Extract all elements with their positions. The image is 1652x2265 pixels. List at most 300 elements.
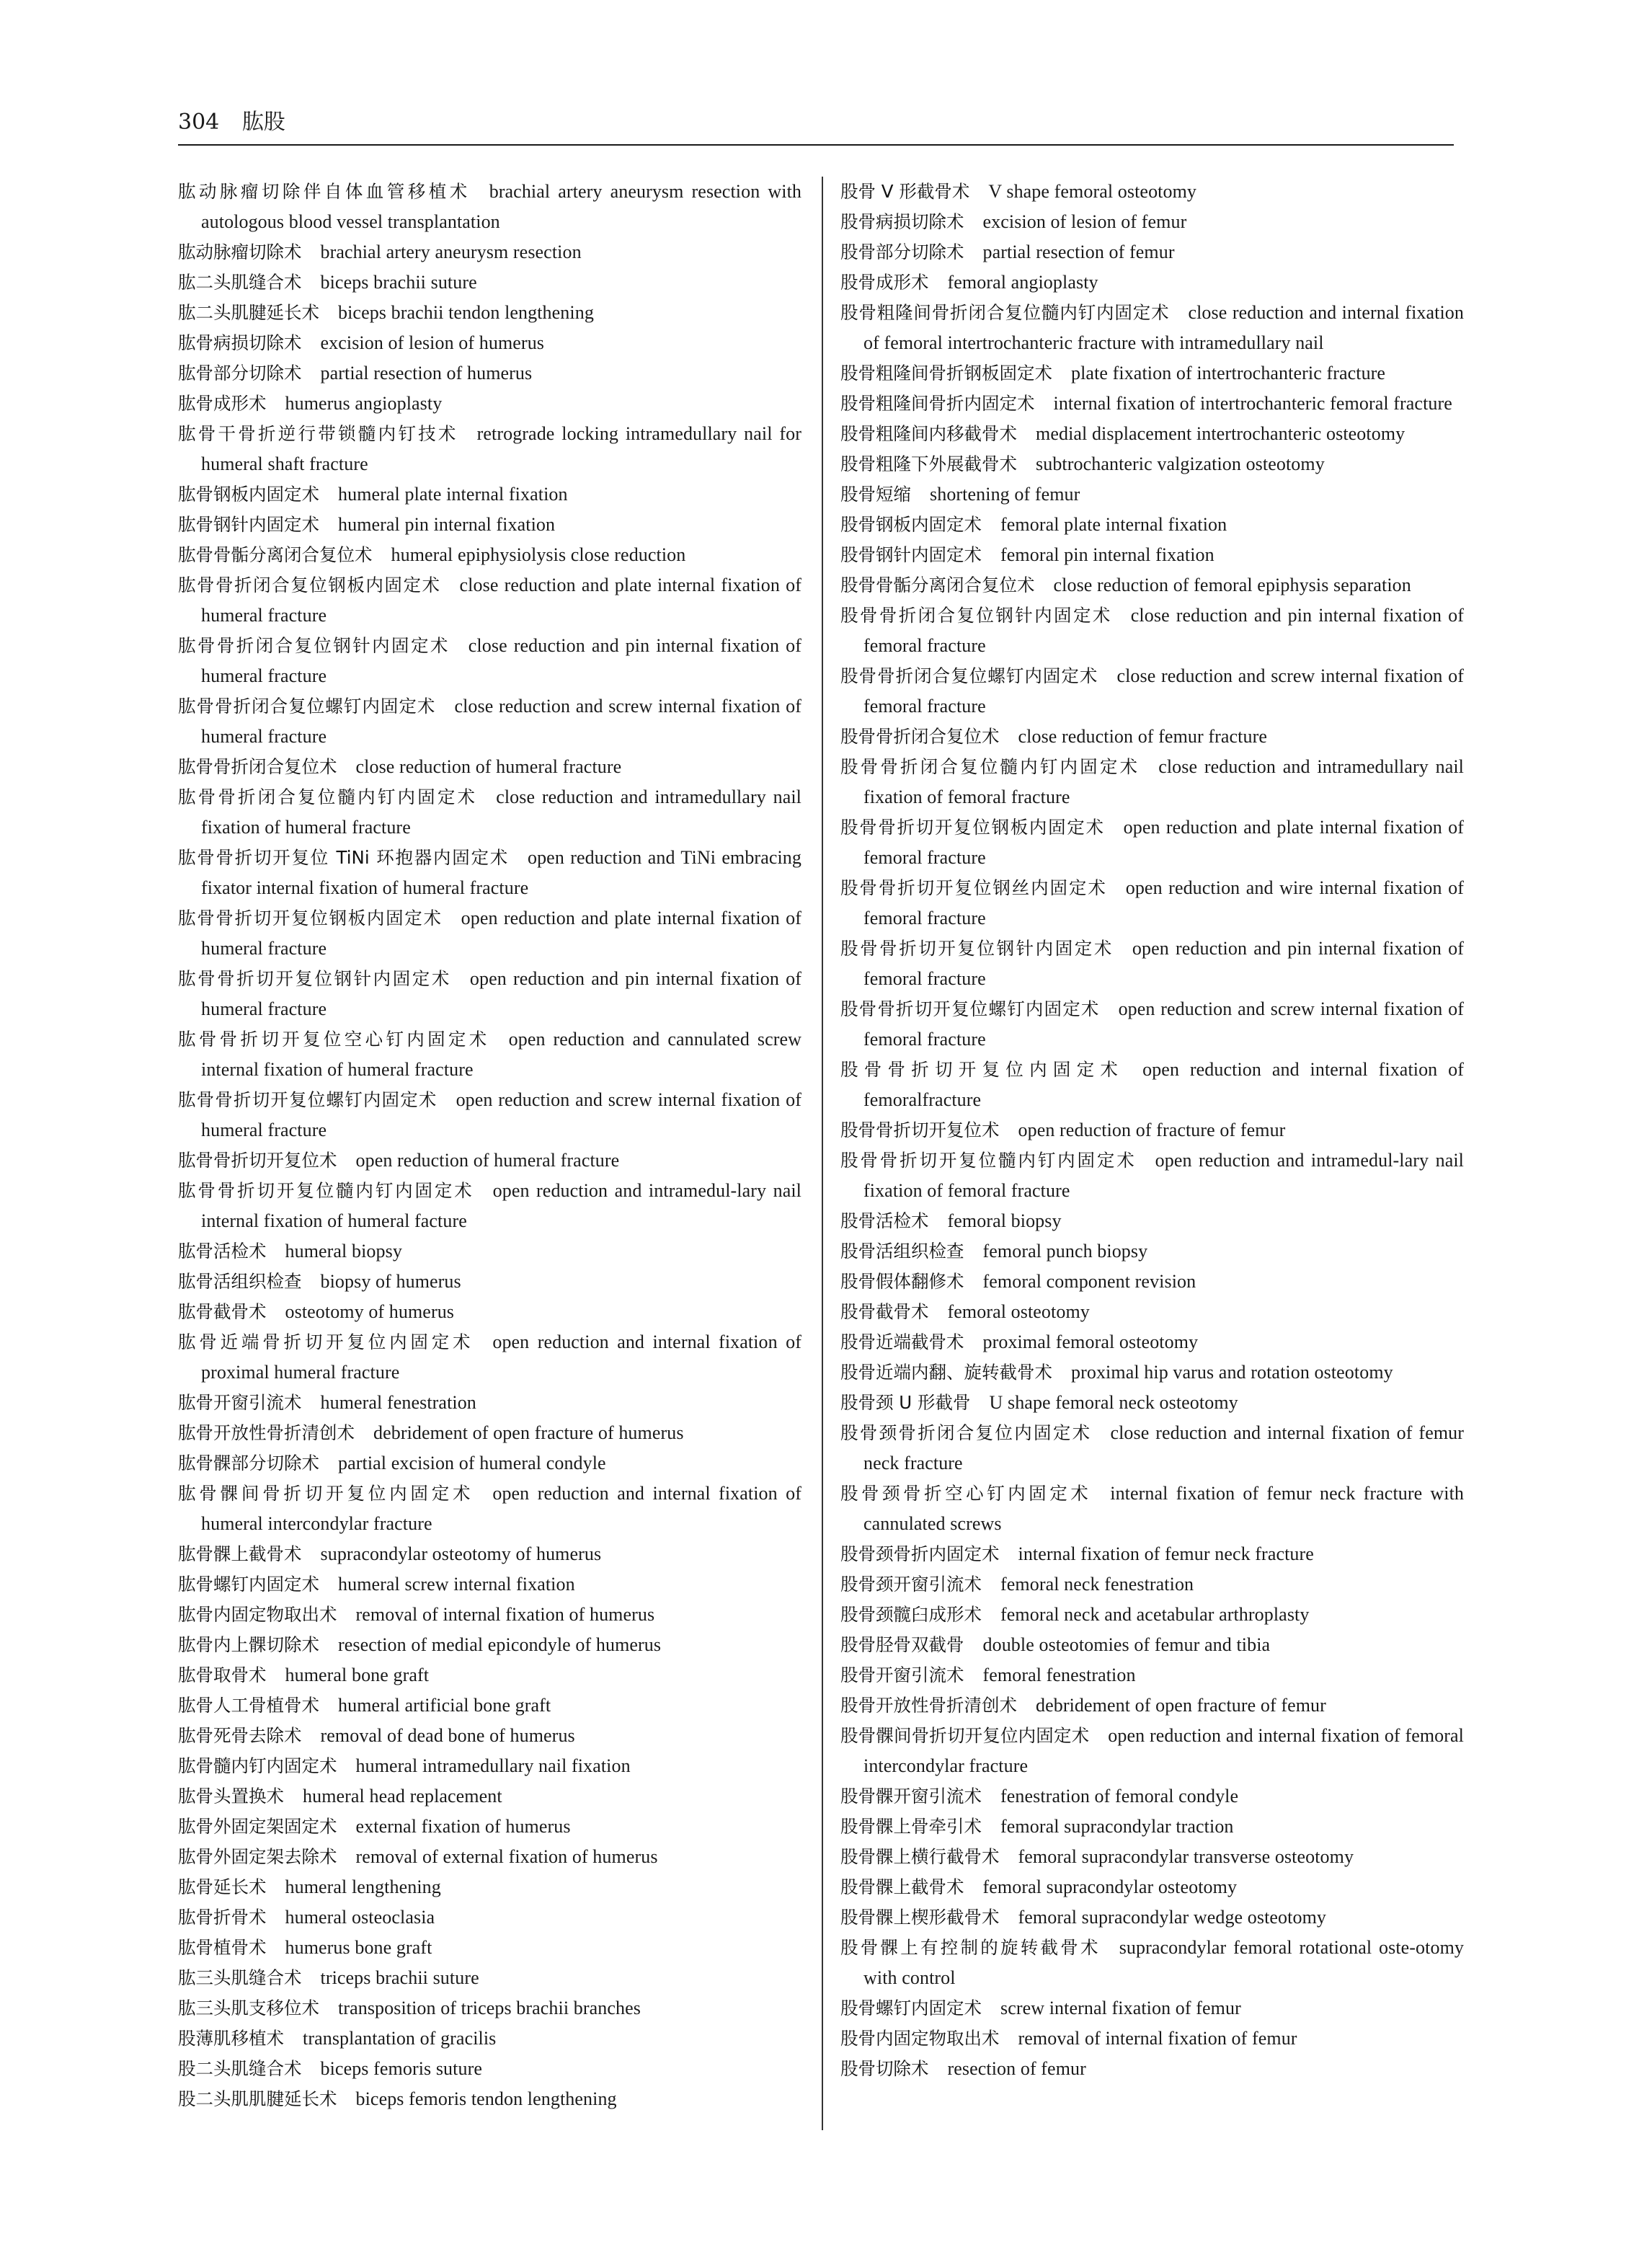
- chinese-term: 肱骨髁上截骨术: [178, 1543, 302, 1564]
- chinese-term: 股骨骨折切开复位螺钉内固定术: [840, 998, 1100, 1019]
- english-term: close reduction and screw internal fixation of femoral fracture: [863, 665, 1464, 717]
- chinese-term: 股骨近端截骨术: [840, 1331, 964, 1352]
- glossary-entry: [840, 207, 1464, 237]
- english-term: transplantation of gracilis: [303, 2028, 497, 2049]
- glossary-entry: [840, 1479, 1464, 1539]
- english-term: open reduction and TiNi embracing fixator internal fixation of humeral fracture: [201, 847, 801, 898]
- chinese-term: 股骨短缩: [840, 484, 911, 505]
- chinese-term: 股二头肌缝合术: [178, 2058, 302, 2079]
- english-term: humeral osteoclasia: [285, 1907, 435, 1928]
- chinese-term: 肱骨开窗引流术: [178, 1392, 302, 1413]
- glossary-entry: [840, 510, 1464, 540]
- chinese-term: 股骨粗隆下外展截骨术: [840, 453, 1017, 474]
- glossary-entry: [178, 267, 801, 298]
- chinese-term: 股骨内固定物取出术: [840, 2028, 1000, 2049]
- english-term: plate fixation of intertrochanteric fracture: [1071, 363, 1386, 384]
- english-term: femoral neck and acetabular arthroplasty: [1000, 1604, 1310, 1625]
- english-term: humerus bone graft: [285, 1937, 432, 1958]
- glossary-entry: [178, 298, 801, 328]
- english-term: screw internal fixation of femur: [1000, 1998, 1241, 2018]
- glossary-entry: [178, 1993, 801, 2024]
- english-term: removal of internal fixation of humerus: [355, 1604, 655, 1625]
- glossary-entry: [840, 449, 1464, 479]
- english-term: supracondylar femoral rotational oste-otomy with control: [863, 1937, 1465, 1988]
- english-term: humeral plate internal fixation: [338, 484, 568, 505]
- glossary-entry: [178, 1842, 801, 1872]
- glossary-entry: [178, 1600, 801, 1630]
- english-term: open reduction and wire internal fixation of femoral fracture: [863, 877, 1464, 928]
- glossary-entry: [178, 2054, 801, 2084]
- glossary-entry: [840, 1902, 1464, 1933]
- english-term: biceps brachii tendon lengthening: [338, 302, 594, 323]
- english-term: debridement of open fracture of humerus: [373, 1422, 684, 1443]
- chinese-term: 肱骨骨折切开复位空心钉内固定术: [178, 1029, 490, 1050]
- glossary-entry: [840, 540, 1464, 570]
- english-term: open reduction and cannulated screw internal fixation of humeral fracture: [201, 1029, 801, 1080]
- glossary-entry: [178, 1902, 801, 1933]
- glossary-entry: [178, 1751, 801, 1781]
- chinese-term: 股骨粗隆间骨折内固定术: [840, 393, 1035, 414]
- glossary-entry: [178, 843, 801, 903]
- chinese-term: 肱骨成形术: [178, 393, 267, 414]
- glossary-entry: [178, 2084, 801, 2114]
- glossary-entry: [178, 1539, 801, 1569]
- glossary-entry: [178, 1721, 801, 1751]
- english-term: femoral supracondylar osteotomy: [982, 1876, 1238, 1897]
- english-term: shortening of femur: [930, 484, 1080, 505]
- english-term: V shape femoral osteotomy: [988, 181, 1197, 202]
- chinese-term: 肱骨骨折切开复位钢板内固定术: [178, 908, 443, 928]
- glossary-entry: [840, 1660, 1464, 1690]
- glossary-entry: [840, 1055, 1464, 1115]
- left-column: [178, 177, 801, 2114]
- english-term: close reduction and screw internal fixation of humeral fracture: [201, 696, 801, 747]
- chinese-term: 肱骨骨折切开复位髓内钉内固定术: [178, 1180, 474, 1201]
- english-term: close reduction and intramedullary nail fixation of humeral fracture: [201, 786, 802, 838]
- chinese-term: 股骨骨折切开复位术: [840, 1120, 1000, 1140]
- chinese-term: 股骨颈骨折内固定术: [840, 1543, 1000, 1564]
- chinese-term: 股骨螺钉内固定术: [840, 1998, 982, 2018]
- glossary-entry: [840, 1297, 1464, 1327]
- english-term: open reduction and screw internal fixation of femoral fracture: [863, 998, 1464, 1050]
- glossary-entry: [178, 358, 801, 389]
- english-term: close reduction of femur fracture: [1018, 726, 1267, 747]
- chinese-term: 股骨颈骨折空心钉内固定术: [840, 1483, 1092, 1504]
- chinese-term: 肱三头肌缝合术: [178, 1967, 302, 1988]
- chinese-term: 股骨髁间骨折切开复位内固定术: [840, 1725, 1090, 1746]
- glossary-entry: [178, 1872, 801, 1902]
- english-term: femoral biopsy: [947, 1210, 1062, 1231]
- chinese-term: 股骨钢板内固定术: [840, 514, 982, 535]
- chinese-term: 肱骨内上髁切除术: [178, 1634, 319, 1655]
- english-term: close reduction and internal fixation of femur neck fracture: [863, 1422, 1465, 1473]
- chinese-term: 股骨骨折切开复位内固定术: [840, 1059, 1124, 1080]
- glossary-entry: [840, 1600, 1464, 1630]
- english-term: open reduction and plate internal fixation of humeral fracture: [201, 908, 801, 959]
- english-term: double osteotomies of femur and tibia: [982, 1634, 1271, 1655]
- chinese-term: 股骨粗隆间骨折闭合复位髓内钉内固定术: [840, 302, 1170, 323]
- english-term: open reduction and pin internal fixation of femoral fracture: [863, 938, 1464, 989]
- glossary-entry: [178, 1085, 801, 1145]
- page-header: [178, 108, 1454, 137]
- glossary-entry: [178, 1236, 801, 1267]
- english-term: internal fixation of femur neck fracture with cannulated screws: [863, 1483, 1465, 1534]
- glossary-entry: [178, 752, 801, 782]
- column-divider: [822, 177, 823, 2130]
- glossary-entry: [840, 1206, 1464, 1236]
- chinese-term: 股骨髁开窗引流术: [840, 1786, 982, 1807]
- glossary-entry: [840, 1933, 1464, 1993]
- english-term: biceps femoris tendon lengthening: [355, 2088, 617, 2109]
- chinese-term: 股薄肌移植术: [178, 2028, 284, 2049]
- glossary-entry: [178, 1297, 801, 1327]
- english-term: humeral fenestration: [320, 1392, 476, 1413]
- glossary-entry: [178, 782, 801, 843]
- chinese-term: 肱骨取骨术: [178, 1665, 267, 1685]
- chinese-term: 股骨活组织检查: [840, 1241, 964, 1262]
- chinese-term: 股骨骨折切开复位钢丝内固定术: [840, 877, 1107, 898]
- english-term: supracondylar osteotomy of humerus: [320, 1543, 602, 1564]
- glossary-entry: [840, 570, 1464, 600]
- english-term: biceps brachii suture: [320, 272, 477, 293]
- glossary-entry: [178, 2024, 801, 2054]
- glossary-entry: [840, 479, 1464, 510]
- chinese-term: 肱骨骨折切开复位术: [178, 1150, 337, 1171]
- english-term: triceps brachii suture: [320, 1967, 479, 1988]
- chinese-term: 肱骨髁部分切除术: [178, 1453, 319, 1473]
- english-term: humeral artificial bone graft: [338, 1695, 551, 1716]
- english-term: humeral lengthening: [285, 1876, 441, 1897]
- english-term: femoral angioplasty: [947, 272, 1098, 293]
- chinese-term: 肱骨骨折闭合复位钢针内固定术: [178, 635, 450, 656]
- chinese-term: 肱骨死骨去除术: [178, 1725, 302, 1746]
- chinese-term: 肱二头肌腱延长术: [178, 302, 319, 323]
- english-term: excision of lesion of humerus: [320, 332, 545, 353]
- chinese-term: 股骨粗隆间骨折钢板固定术: [840, 363, 1052, 384]
- glossary-entry: [840, 267, 1464, 298]
- english-term: partial excision of humeral condyle: [338, 1453, 606, 1473]
- english-term: femoral fenestration: [982, 1665, 1136, 1685]
- chinese-term: 股二头肌肌腱延长术: [178, 2088, 337, 2109]
- english-term: partial resection of humerus: [320, 363, 533, 384]
- glossary-entry: [840, 1721, 1464, 1781]
- glossary-entry: [178, 1388, 801, 1418]
- glossary-entry: [178, 1660, 801, 1690]
- glossary-entry: [178, 903, 801, 964]
- chinese-term: 肱骨延长术: [178, 1876, 267, 1897]
- english-term: humeral head replacement: [303, 1786, 502, 1807]
- glossary-entry: [840, 1267, 1464, 1297]
- glossary-entry: [840, 389, 1464, 419]
- chinese-term: 股骨成形术: [840, 272, 929, 293]
- chinese-term: 股骨髁上有控制的旋转截骨术: [840, 1937, 1101, 1958]
- chinese-term: 肱骨骨折切开复位 TiNi 环抱器内固定术: [178, 847, 509, 868]
- glossary-entry: [178, 237, 801, 267]
- chinese-term: 肱骨开放性骨折清创术: [178, 1422, 355, 1443]
- chinese-term: 肱骨人工骨植骨术: [178, 1695, 319, 1716]
- glossary-entry: [840, 177, 1464, 207]
- english-term: femoral supracondylar wedge osteotomy: [1018, 1907, 1327, 1928]
- english-term: removal of external fixation of humerus: [355, 1846, 658, 1867]
- glossary-entry: [178, 510, 801, 540]
- chinese-term: 股骨颈骨折闭合复位内固定术: [840, 1422, 1092, 1443]
- english-term: femoral plate internal fixation: [1000, 514, 1227, 535]
- english-term: proximal femoral osteotomy: [982, 1331, 1199, 1352]
- glossary-entry: [840, 994, 1464, 1055]
- english-term: close reduction of humeral fracture: [355, 756, 622, 777]
- chinese-term: 股骨骨折闭合复位螺钉内固定术: [840, 665, 1098, 686]
- chinese-term: 肱骨病损切除术: [178, 332, 302, 353]
- english-term: open reduction of humeral fracture: [355, 1150, 620, 1171]
- header-rule: [178, 144, 1454, 146]
- chinese-term: 股骨截骨术: [840, 1301, 929, 1322]
- glossary-entry: [840, 237, 1464, 267]
- chinese-term: 肱骨外固定架固定术: [178, 1816, 337, 1837]
- glossary-entry: [178, 1145, 801, 1176]
- chinese-term: 肱骨活检术: [178, 1241, 267, 1262]
- english-term: humeral bone graft: [285, 1665, 430, 1685]
- english-term: resection of femur: [947, 2058, 1086, 2079]
- chinese-term: 股骨开窗引流术: [840, 1665, 964, 1685]
- english-term: internal fixation of intertrochanteric femoral fracture: [1053, 393, 1452, 414]
- glossary-entry: [840, 1539, 1464, 1569]
- chinese-term: 肱骨骨折切开复位螺钉内固定术: [178, 1089, 438, 1110]
- glossary-entry: [178, 1024, 801, 1085]
- glossary-entry: [840, 1993, 1464, 2024]
- english-term: osteotomy of humerus: [285, 1301, 455, 1322]
- glossary-entry: [178, 1630, 801, 1660]
- chinese-term: 肱骨头置换术: [178, 1786, 284, 1807]
- glossary-entry: [178, 1690, 801, 1721]
- english-term: femoral supracondylar traction: [1000, 1816, 1234, 1837]
- english-term: close reduction and plate internal fixation of humeral fracture: [201, 575, 801, 626]
- english-term: close reduction of femoral epiphysis separation: [1053, 575, 1411, 595]
- english-term: open reduction and intramedul-lary nail fixation of femoral fracture: [863, 1150, 1464, 1201]
- english-term: debridement of open fracture of femur: [1036, 1695, 1326, 1716]
- chinese-term: 肱骨骨折闭合复位髓内钉内固定术: [178, 786, 478, 807]
- chinese-term: 肱骨部分切除术: [178, 363, 302, 384]
- english-term: biopsy of humerus: [320, 1271, 461, 1292]
- glossary-entry: [178, 1176, 801, 1236]
- english-term: U shape femoral neck osteotomy: [989, 1392, 1238, 1413]
- section-title: 肱股: [241, 110, 285, 135]
- chinese-term: 股骨开放性骨折清创术: [840, 1695, 1017, 1716]
- english-term: excision of lesion of femur: [982, 211, 1187, 232]
- chinese-term: 肱骨骨折切开复位钢针内固定术: [178, 968, 451, 989]
- glossary-entry: [840, 1327, 1464, 1357]
- chinese-term: 肱骨髁间骨折切开复位内固定术: [178, 1483, 474, 1504]
- chinese-term: 肱骨近端骨折切开复位内固定术: [178, 1331, 474, 1352]
- chinese-term: 股骨颈髋臼成形术: [840, 1604, 982, 1625]
- glossary-entry: [840, 1115, 1464, 1145]
- chinese-term: 肱骨骨折闭合复位螺钉内固定术: [178, 696, 436, 717]
- glossary-entry: [178, 540, 801, 570]
- glossary-entry: [840, 1872, 1464, 1902]
- glossary-entry: [840, 1236, 1464, 1267]
- english-term: open reduction and intramedul-lary nail internal fixation of humeral facture: [201, 1180, 801, 1231]
- english-term: retrograde locking intramedullary nail for humeral shaft fracture: [201, 423, 802, 474]
- glossary-entry: [840, 873, 1464, 934]
- glossary-entry: [178, 570, 801, 631]
- english-term: open reduction and internal fixation of humeral intercondylar fracture: [201, 1483, 801, 1534]
- chinese-term: 股骨骨骺分离闭合复位术: [840, 575, 1035, 595]
- glossary-entry: [178, 328, 801, 358]
- chinese-term: 股骨钢针内固定术: [840, 544, 982, 565]
- english-term: close reduction and pin internal fixation of humeral fracture: [201, 635, 801, 686]
- glossary-entry: [178, 1812, 801, 1842]
- english-term: open reduction and internal fixation of femoralfracture: [863, 1059, 1465, 1110]
- english-term: biceps femoris suture: [320, 2058, 482, 2079]
- glossary-entry: [178, 1963, 801, 1993]
- chinese-term: 肱骨骨折闭合复位术: [178, 756, 337, 777]
- chinese-term: 股骨部分切除术: [840, 241, 964, 262]
- glossary-entry: [178, 1448, 801, 1479]
- english-term: medial displacement intertrochanteric osteotomy: [1036, 423, 1405, 444]
- glossary-entry: [840, 1357, 1464, 1388]
- chinese-term: 股骨颈开窗引流术: [840, 1574, 982, 1595]
- chinese-term: 股骨切除术: [840, 2058, 929, 2079]
- glossary-entry: [840, 1842, 1464, 1872]
- glossary-entry: [178, 1933, 801, 1963]
- english-term: open reduction and internal fixation of proximal humeral fracture: [201, 1331, 801, 1383]
- chinese-term: 股骨骨折切开复位髓内钉内固定术: [840, 1150, 1137, 1171]
- glossary-entry: [178, 1569, 801, 1600]
- chinese-term: 肱骨植骨术: [178, 1937, 267, 1958]
- english-term: fenestration of femoral condyle: [1000, 1786, 1239, 1807]
- glossary-entry: [840, 661, 1464, 722]
- chinese-term: 股骨髁上横行截骨术: [840, 1846, 1000, 1867]
- english-term: resection of medial epicondyle of humerus: [338, 1634, 662, 1655]
- glossary-entry: [178, 631, 801, 691]
- chinese-term: 股骨粗隆间内移截骨术: [840, 423, 1017, 444]
- glossary-entry: [840, 2024, 1464, 2054]
- english-term: removal of internal fixation of femur: [1018, 2028, 1297, 2049]
- chinese-term: 股骨骨折闭合复位髓内钉内固定术: [840, 756, 1140, 777]
- chinese-term: 股骨髁上楔形截骨术: [840, 1907, 1000, 1928]
- english-term: open reduction and pin internal fixation of humeral fracture: [201, 968, 801, 1019]
- chinese-term: 股骨髁上骨牵引术: [840, 1816, 982, 1837]
- chinese-term: 股骨颈 U 形截骨: [840, 1392, 971, 1413]
- english-term: open reduction and screw internal fixation of humeral fracture: [201, 1089, 801, 1140]
- english-term: removal of dead bone of humerus: [320, 1725, 575, 1746]
- chinese-term: 肱骨骨骺分离闭合复位术: [178, 544, 373, 565]
- english-term: close reduction and internal fixation of femoral intertrochanteric fracture with intramedullary nail: [863, 302, 1464, 353]
- glossary-entry: [840, 1690, 1464, 1721]
- glossary-entry: [178, 177, 801, 237]
- glossary-entry: [840, 812, 1464, 873]
- glossary-entry: [840, 358, 1464, 389]
- english-term: femoral pin internal fixation: [1000, 544, 1214, 565]
- english-term: brachial artery aneurysm resection: [320, 241, 582, 262]
- chinese-term: 肱动脉瘤切除术: [178, 241, 302, 262]
- glossary-entry: [178, 389, 801, 419]
- chinese-term: 股骨骨折切开复位钢针内固定术: [840, 938, 1114, 959]
- chinese-term: 肱三头肌支移位术: [178, 1998, 319, 2018]
- english-term: femoral component revision: [982, 1271, 1196, 1292]
- glossary-entry: [840, 1388, 1464, 1418]
- glossary-entry: [840, 419, 1464, 449]
- page-number: 304: [178, 110, 220, 135]
- english-term: open reduction and internal fixation of femoral intercondylar fracture: [863, 1725, 1465, 1776]
- chinese-term: 肱骨螺钉内固定术: [178, 1574, 319, 1595]
- english-term: subtrochanteric valgization osteotomy: [1036, 453, 1325, 474]
- chinese-term: 股骨近端内翻、旋转截骨术: [840, 1362, 1052, 1383]
- chinese-term: 肱骨折骨术: [178, 1907, 267, 1928]
- right-column: [840, 177, 1464, 2084]
- glossary-entry: [840, 1781, 1464, 1812]
- english-term: femoral osteotomy: [947, 1301, 1090, 1322]
- chinese-term: 肱骨外固定架去除术: [178, 1846, 337, 1867]
- chinese-term: 肱骨钢板内固定术: [178, 484, 319, 505]
- english-term: femoral neck fenestration: [1000, 1574, 1194, 1595]
- english-term: femoral supracondylar transverse osteotomy: [1018, 1846, 1354, 1867]
- glossary-entry: [840, 1145, 1464, 1206]
- english-term: humeral biopsy: [285, 1241, 402, 1262]
- chinese-term: 股骨骨折闭合复位术: [840, 726, 1000, 747]
- chinese-term: 股骨骨折切开复位钢板内固定术: [840, 817, 1105, 838]
- english-term: close reduction and pin internal fixation of femoral fracture: [863, 605, 1464, 656]
- chinese-term: 肱骨活组织检查: [178, 1271, 302, 1292]
- chinese-term: 股骨假体翻修术: [840, 1271, 964, 1292]
- chinese-term: 肱二头肌缝合术: [178, 272, 302, 293]
- glossary-entry: [840, 600, 1464, 661]
- chinese-term: 股骨病损切除术: [840, 211, 964, 232]
- english-term: partial resection of femur: [982, 241, 1175, 262]
- chinese-term: 肱动脉瘤切除伴自体血管移植术: [178, 181, 471, 202]
- glossary-entry: [840, 2054, 1464, 2084]
- english-term: humerus angioplasty: [285, 393, 443, 414]
- glossary-entry: [178, 1781, 801, 1812]
- english-term: humeral intramedullary nail fixation: [355, 1755, 631, 1776]
- glossary-entry: [840, 934, 1464, 994]
- chinese-term: 肱骨干骨折逆行带锁髓内钉技术: [178, 423, 458, 444]
- glossary-entry: [840, 1812, 1464, 1842]
- glossary-entry: [178, 419, 801, 479]
- english-term: open reduction of fracture of femur: [1018, 1120, 1286, 1140]
- english-term: internal fixation of femur neck fracture: [1018, 1543, 1314, 1564]
- glossary-entry: [178, 1327, 801, 1388]
- english-term: open reduction and plate internal fixation of femoral fracture: [863, 817, 1464, 868]
- glossary-entry: [178, 964, 801, 1024]
- glossary-entry: [840, 1569, 1464, 1600]
- glossary-entry: [178, 1418, 801, 1448]
- english-term: femoral punch biopsy: [982, 1241, 1148, 1262]
- glossary-entry: [840, 1418, 1464, 1479]
- chinese-term: 肱骨钢针内固定术: [178, 514, 319, 535]
- english-term: humeral pin internal fixation: [338, 514, 556, 535]
- chinese-term: 股骨活检术: [840, 1210, 929, 1231]
- glossary-entry: [178, 479, 801, 510]
- glossary-entry: [840, 752, 1464, 812]
- chinese-term: 肱骨髓内钉内固定术: [178, 1755, 337, 1776]
- english-term: close reduction and intramedullary nail fixation of femoral fracture: [863, 756, 1465, 807]
- glossary-entry: [178, 1479, 801, 1539]
- chinese-term: 肱骨截骨术: [178, 1301, 267, 1322]
- english-term: humeral epiphysiolysis close reduction: [391, 544, 686, 565]
- chinese-term: 肱骨内固定物取出术: [178, 1604, 337, 1625]
- chinese-term: 股骨 V 形截骨术: [840, 181, 970, 202]
- glossary-entry: [840, 1630, 1464, 1660]
- glossary-entry: [840, 722, 1464, 752]
- chinese-term: 股骨髁上截骨术: [840, 1876, 964, 1897]
- glossary-entry: [178, 1267, 801, 1297]
- english-term: brachial artery aneurysm resection with autologous blood vessel transplantation: [201, 181, 801, 232]
- english-term: transposition of triceps brachii branches: [338, 1998, 641, 2018]
- english-term: external fixation of humerus: [355, 1816, 571, 1837]
- english-term: humeral screw internal fixation: [338, 1574, 575, 1595]
- glossary-entry: [178, 691, 801, 752]
- english-term: proximal hip varus and rotation osteotomy: [1071, 1362, 1393, 1383]
